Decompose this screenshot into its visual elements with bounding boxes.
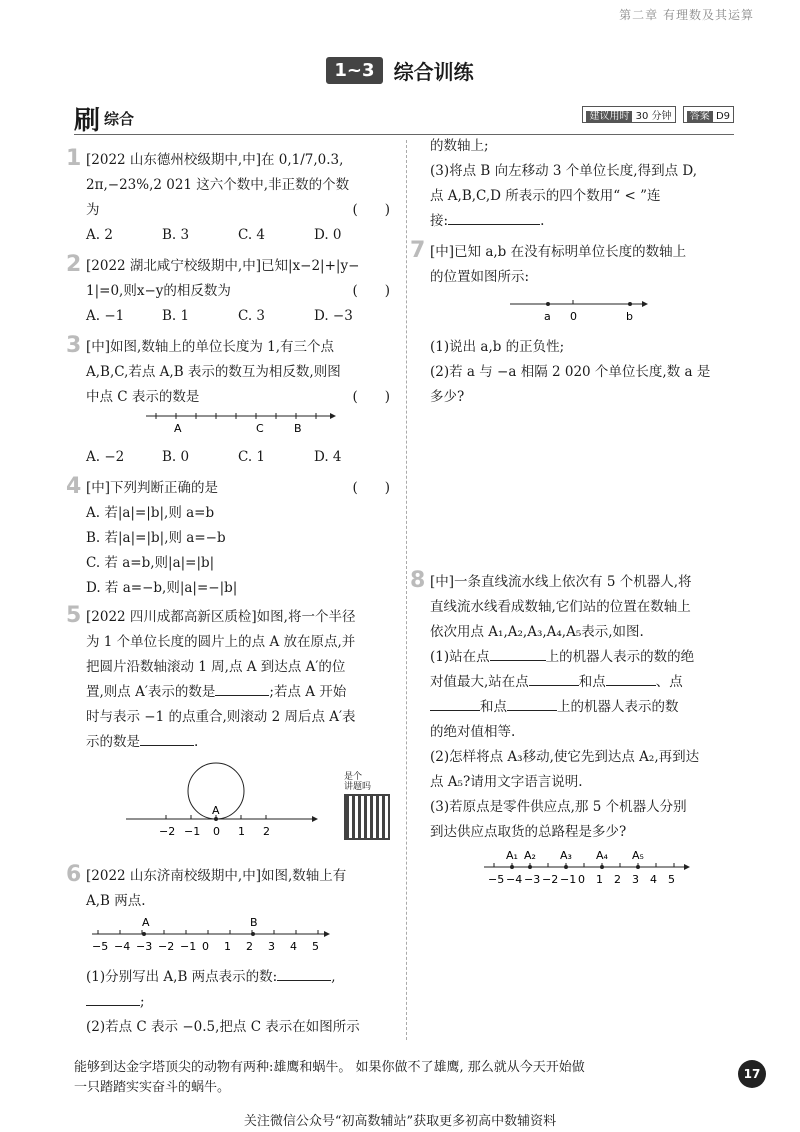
q7-line: (1)说出 a,b 的正负性;: [430, 339, 565, 355]
q6-continued-line: (3)将点 B 向左移动 3 个单位长度,得到点 D,: [430, 163, 698, 179]
question-number: 6: [66, 862, 82, 887]
q3-line: 中点 C 表示的数是 ( ): [86, 389, 390, 405]
tick-label: 0: [202, 940, 209, 953]
answer-blank[interactable]: [430, 710, 480, 711]
bottom-note: 关注微信公众号“初高数辅站”获取更多初高中数辅资料: [243, 1114, 557, 1129]
robot-point-label: A₃: [560, 849, 572, 862]
qr-code-icon: [344, 794, 390, 840]
question-4: [66, 474, 390, 601]
question-3: [66, 333, 390, 470]
left-column: [66, 146, 390, 1040]
motto: [74, 1058, 734, 1098]
point-label-a: A: [174, 422, 182, 435]
svg-text:−1: −1: [184, 825, 201, 838]
robot-point-label: A₁: [506, 849, 518, 862]
tick-label: −3: [524, 873, 541, 886]
answer-blank[interactable]: [507, 710, 557, 711]
q8-line: 和点 上的机器人表示的数: [430, 695, 740, 720]
svg-text:B: B: [250, 916, 258, 929]
q5-line: 示的数是 .: [86, 734, 199, 750]
q8-line: 对值最大,站在点 和点 、点: [430, 674, 683, 690]
qr-label: 是个: [344, 772, 363, 782]
question-number: 4: [66, 474, 82, 499]
chapter-heading: 第二章 有理数及其运算: [619, 8, 754, 22]
title-badge: 1~3: [326, 57, 382, 84]
q1-line: 为 ( ): [86, 202, 390, 218]
column-divider: [406, 140, 407, 1040]
q6-continued-line: 接: .: [430, 213, 545, 229]
q4-line: [中]下列判断正确的是 ( ): [86, 480, 390, 496]
question-number: 5: [66, 603, 82, 628]
svg-text:a: a: [544, 310, 551, 323]
svg-text:2: 2: [263, 825, 270, 838]
tick-label: 2: [246, 940, 253, 953]
q6-line: (2)若点 C 表示 −0.5,把点 C 表示在如图所示: [86, 1019, 360, 1035]
q6-continued-line: 的数轴上;: [430, 138, 489, 154]
time-tag: 建议用时 30 分钟: [582, 106, 675, 123]
q3-line: A,B,C,若点 A,B 表示的数互为相反数,则图: [86, 364, 341, 380]
q6-number-line: [86, 914, 386, 956]
answer-blank[interactable]: [490, 660, 546, 661]
tick-label: 2: [614, 873, 621, 886]
q7-line: 多少?: [430, 389, 465, 405]
tick-label: −2: [158, 940, 175, 953]
q3-choices: A. −2 B. 0 C. 1 D. 4: [86, 449, 342, 465]
point-label-b: B: [294, 422, 302, 435]
question-7: [410, 238, 740, 410]
answer-blank[interactable]: [140, 745, 194, 746]
q8-line: (1)站在点 上的机器人表示的数的绝: [430, 649, 695, 665]
q1-choices: A. 2 B. 3 C. 4 D. 0: [86, 227, 342, 243]
right-column: [410, 134, 740, 898]
title-text: 综合训练: [393, 60, 474, 84]
q3-number-line: [86, 410, 386, 436]
qr-code[interactable]: [344, 772, 392, 840]
q8-line: (2)怎样将点 A₃移动,使它先到达点 A₂,再到达: [430, 749, 700, 765]
tick-label: −5: [488, 873, 505, 886]
tick-label: 4: [650, 873, 657, 886]
q8-line: 到达供应点取货的总路程是多少?: [430, 824, 627, 840]
tick-label: −1: [180, 940, 197, 953]
answer-blank[interactable]: [448, 224, 540, 225]
tick-label: 0: [578, 873, 585, 886]
tick-label: 3: [632, 873, 639, 886]
section-sub: 综合: [104, 110, 135, 128]
answer-blank[interactable]: [606, 685, 656, 686]
q6-line: A,B 两点.: [86, 893, 146, 909]
q5-line: 把圆片沿数轴滚动 1 周,点 A 到达点 A′的位: [86, 659, 346, 675]
q4-option: A. 若|a|=|b|,则 a=b: [86, 505, 215, 521]
q7-line: [中]已知 a,b 在没有标明单位长度的数轴上: [430, 244, 687, 260]
q1-line: 2π,−23%,2 021 这六个数中,非正数的个数: [86, 177, 350, 193]
answer-blank[interactable]: [86, 1005, 140, 1006]
tick-label: −1: [560, 873, 577, 886]
tick-label: −5: [92, 940, 109, 953]
question-8: [410, 568, 740, 898]
question-number: 2: [66, 252, 82, 277]
robot-point-label: A₅: [632, 849, 644, 862]
q8-line: 的绝对值相等.: [430, 724, 516, 740]
info-tags: [578, 106, 734, 123]
motto-line: 一只踏踏实实奋斗的蜗牛。: [74, 1080, 231, 1095]
point-label-c: C: [256, 422, 264, 435]
svg-text:1: 1: [238, 825, 245, 838]
q1-line: [2022 山东德州校级期中,中]在 0,1/7,0.3,: [86, 152, 344, 168]
q5-line: [2022 四川成都高新区质检]如图,将一个半径: [86, 609, 356, 625]
tick-label: −3: [136, 940, 153, 953]
q8-line: 直线流水线看成数轴,它们站的位置在数轴上: [430, 599, 691, 615]
svg-text:b: b: [626, 310, 633, 323]
tick-label: 4: [290, 940, 297, 953]
answer-blank[interactable]: [277, 980, 331, 981]
answer-blank[interactable]: [215, 695, 269, 696]
q5-line: 置,则点 A′表示的数是 ;若点 A 开始: [86, 684, 347, 700]
svg-text:A: A: [212, 804, 220, 817]
question-6: [66, 862, 390, 1040]
q8-number-line: [430, 845, 730, 889]
question-1: [66, 146, 390, 248]
question-2: [66, 252, 390, 329]
qr-label: 讲题吗: [344, 782, 372, 792]
answer-tag: 答案 D9: [683, 106, 734, 123]
q5-line: 时与表示 −1 的点重合,则滚动 2 周后点 A′表: [86, 709, 356, 725]
q6-line: [2022 山东济南校级期中,中]如图,数轴上有: [86, 868, 347, 884]
q3-line: [中]如图,数轴上的单位长度为 1,有三个点: [86, 339, 334, 355]
q7-line: 的位置如图所示:: [430, 269, 530, 285]
q8-line: (3)若原点是零件供应点,那 5 个机器人分别: [430, 799, 687, 815]
svg-text:0: 0: [570, 310, 577, 323]
q5-circle-figure: [86, 755, 346, 855]
motto-line: 能够到达金字塔顶尖的动物有两种:雄鹰和蜗牛。 如果你做不了雄鹰, 那么就从今天开始做: [74, 1060, 585, 1075]
robot-point-label: A₂: [524, 849, 536, 862]
question-number: 7: [410, 238, 426, 263]
q6-continued-line: 点 A,B,C,D 所表示的四个数用“ < ”连: [430, 188, 661, 204]
answer-blank[interactable]: [529, 685, 579, 686]
tick-label: 1: [596, 873, 603, 886]
tick-label: 5: [312, 940, 319, 953]
q7-number-line: [430, 290, 730, 326]
question-number: 1: [66, 146, 82, 171]
q7-line: (2)若 a 与 −a 相隔 2 020 个单位长度,数 a 是: [430, 364, 711, 380]
q8-line: [中]一条直线流水线上依次有 5 个机器人,将: [430, 574, 692, 590]
section-mark: 刷: [74, 106, 101, 136]
q4-option: B. 若|a|=|b|,则 a=−b: [86, 530, 226, 546]
q8-line: 点 A₅?请用文字语言说明.: [430, 774, 583, 790]
tick-label: 5: [668, 873, 675, 886]
tick-label: −2: [542, 873, 559, 886]
robot-point-label: A₄: [596, 849, 608, 862]
q4-option: D. 若 a=−b,则|a|=−|b|: [86, 580, 238, 596]
tick-label: −4: [506, 873, 523, 886]
q2-line: [2022 湖北咸宁校级期中,中]已知|x−2|+|y−: [86, 258, 360, 274]
svg-text:A: A: [142, 916, 150, 929]
q6-line: (1)分别写出 A,B 两点表示的数: ,: [86, 969, 336, 985]
tick-label: −4: [114, 940, 131, 953]
section-title: [0, 56, 800, 85]
tick-label: 3: [268, 940, 275, 953]
question-number: 3: [66, 333, 82, 358]
q2-line: 1|=0,则x−y的相反数为 ( ): [86, 283, 390, 299]
svg-text:−2: −2: [159, 825, 176, 838]
q2-choices: A. −1 B. 1 C. 3 D. −3: [86, 308, 353, 324]
q8-line: 依次用点 A₁,A₂,A₃,A₄,A₅表示,如图.: [430, 624, 644, 640]
page-number: 17: [738, 1060, 766, 1088]
svg-text:0: 0: [213, 825, 220, 838]
q5-line: 为 1 个单位长度的圆片上的点 A 放在原点,并: [86, 634, 356, 650]
q4-option: C. 若 a=b,则|a|=|b|: [86, 555, 215, 571]
question-number: 8: [410, 568, 426, 593]
q6-line: ;: [86, 990, 390, 1015]
tick-label: 1: [224, 940, 231, 953]
